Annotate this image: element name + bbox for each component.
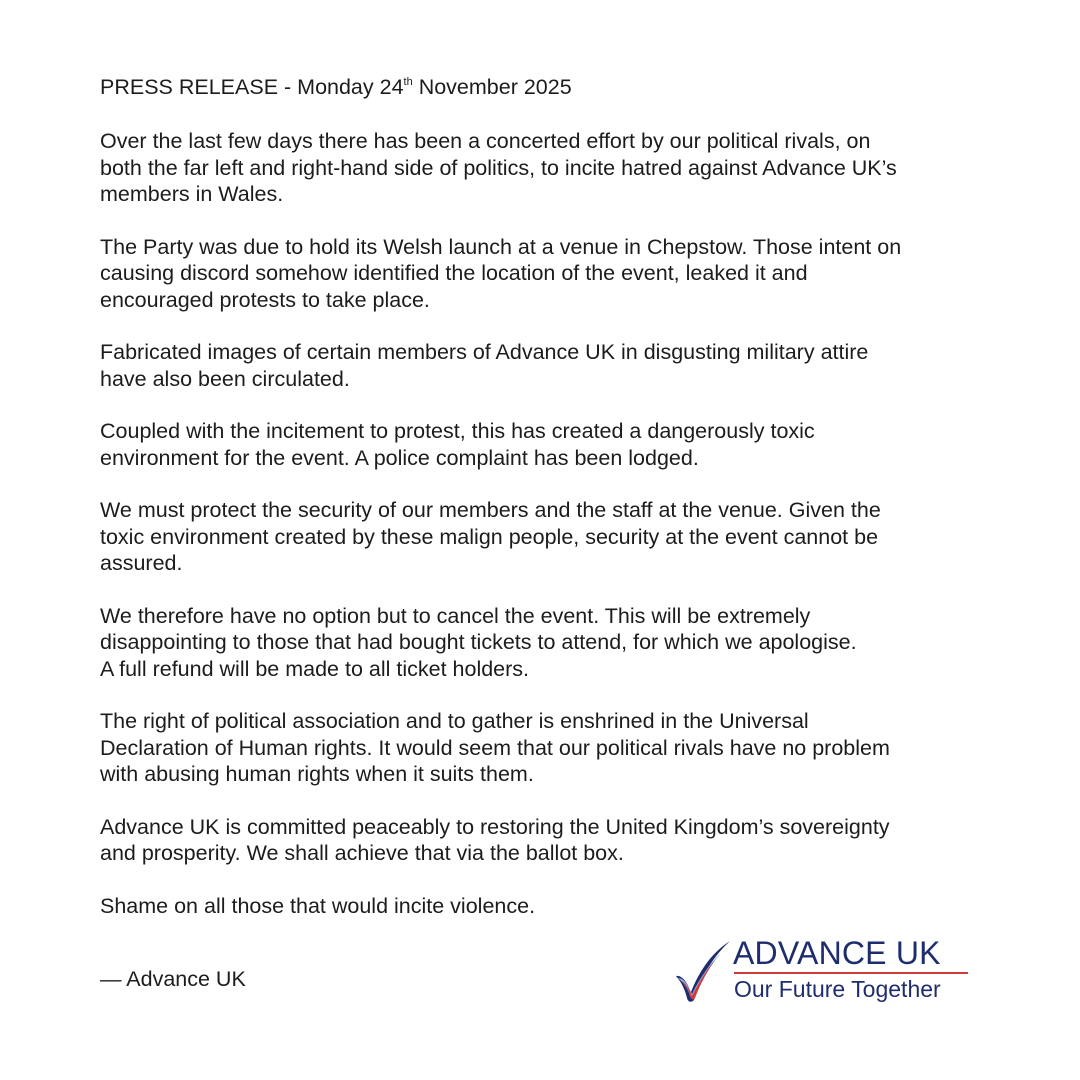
paragraph-line: Over the last few days there has been a concerted effort by our political rivals, on — [100, 129, 871, 153]
paragraph-line: causing discord somehow identified the location of the event, leaked it and — [100, 261, 808, 285]
paragraph-line: The Party was due to hold its Welsh launch at a venue in Chepstow. Those intent on — [100, 234, 902, 259]
logo-tagline: Our Future Together — [734, 976, 941, 1002]
press-release-heading — [100, 74, 1000, 104]
press-release — [100, 74, 1000, 945]
paragraph-line: Declaration of Human rights. It would seem that our political rivals have no problem — [100, 735, 890, 760]
paragraph — [100, 893, 1000, 920]
paragraph — [100, 814, 1000, 867]
paragraph-line: We therefore have no option but to cancel the event. This will be extremely — [100, 603, 811, 628]
paragraph-line: and prosperity. We shall achieve that via the ballot box. — [100, 841, 624, 865]
heading-date-suffix: November 2025 — [412, 75, 572, 99]
paragraph — [100, 418, 1000, 471]
paragraph-line: A full refund will be made to all ticket holders. — [100, 656, 530, 681]
paragraph — [100, 128, 1000, 208]
paragraph-line: We must protect the security of our members and the staff at the venue. Given the — [100, 498, 881, 522]
paragraph-line: The right of political association and to gather is enshrined in the Universal — [100, 709, 809, 733]
paragraph-line: environment for the event. A police complaint has been lodged. — [100, 445, 699, 470]
logo-title: ADVANCE UK — [733, 935, 941, 971]
paragraph-line: toxic environment created by these malign people, security at the event cannot be — [100, 524, 879, 549]
heading-ordinal-suffix: th — [403, 76, 413, 88]
advance-uk-logo — [672, 934, 972, 1006]
paragraph — [100, 708, 1000, 788]
paragraph-line: with abusing human rights when it suits them. — [100, 762, 534, 786]
paragraph-line: members in Wales. — [100, 182, 284, 206]
signoff: — Advance UK — [100, 967, 246, 991]
paragraph — [100, 339, 1000, 392]
paragraph-line: encouraged protests to take place. — [100, 287, 430, 312]
tick-swoosh-icon — [672, 938, 734, 1004]
paragraph-line: Coupled with the incitement to protest, this has created a dangerously toxic — [100, 419, 815, 443]
paragraph-line: disappointing to those that had bought tickets to attend, for which we apologise. — [100, 630, 857, 654]
paragraph-line: Advance UK is committed peaceably to restoring the United Kingdom’s sovereignty — [100, 814, 890, 839]
logo-divider — [734, 972, 968, 974]
paragraph-line: Fabricated images of certain members of Advance UK in disgusting military attire — [100, 340, 869, 364]
paragraph — [100, 497, 1000, 577]
paragraph — [100, 234, 1000, 314]
paragraph — [100, 603, 1000, 683]
paragraph-line: both the far left and right-hand side of politics, to incite hatred against Advance UK’s — [100, 155, 897, 180]
paragraph-line: assured. — [100, 551, 183, 575]
paragraph-line: have also been circulated. — [100, 366, 350, 391]
paragraph-line: Shame on all those that would incite violence. — [100, 893, 536, 918]
heading-date-prefix: PRESS RELEASE - Monday 24 — [100, 75, 404, 99]
